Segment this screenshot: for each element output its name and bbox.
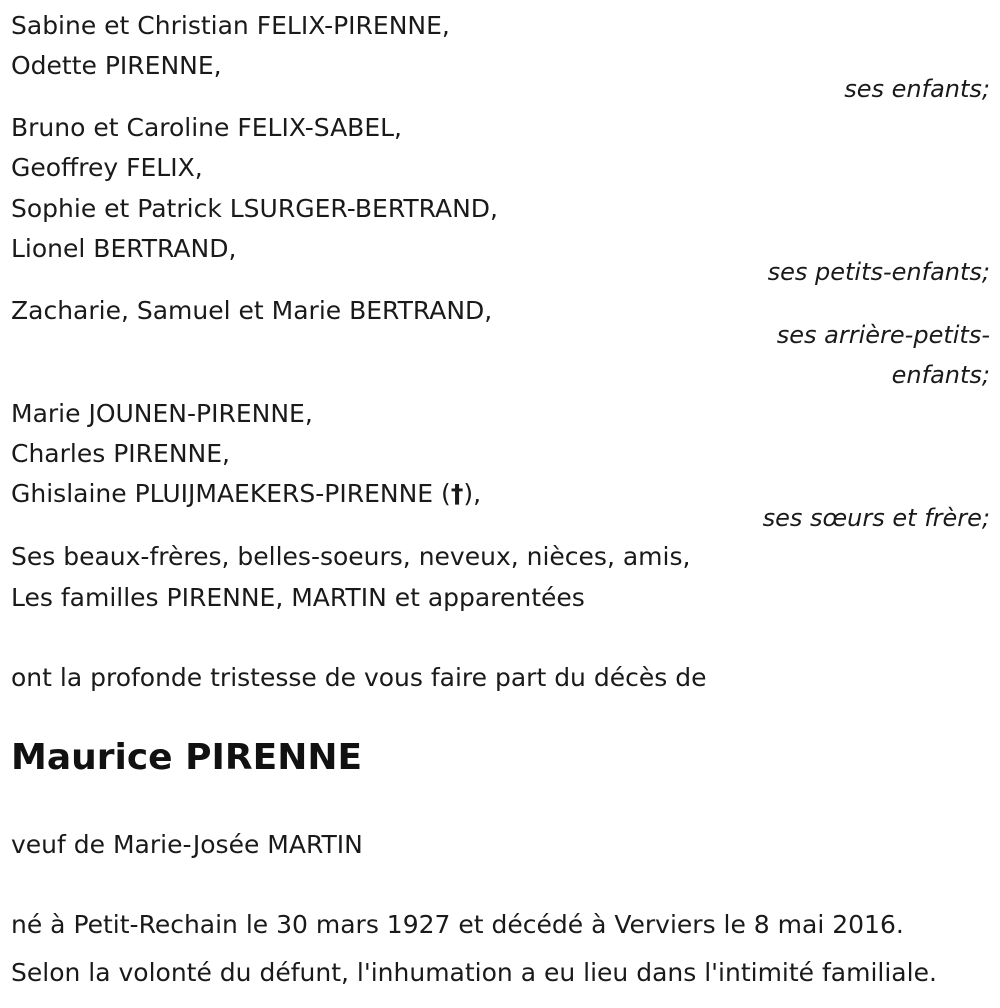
sibling-name-suffix: ), <box>463 479 482 508</box>
others-line: Les familles PIRENNE, MARTIN et apparentées <box>11 583 585 612</box>
sibling-name-text: Ghislaine PLUIJMAEKERS-PIRENNE ( <box>11 479 451 508</box>
grandchild-name: Bruno et Caroline FELIX-SABEL, <box>11 113 402 142</box>
others-line: Ses beaux-frères, belles-soeurs, neveux, nièces, amis, <box>11 542 691 571</box>
announcement-text: ont la profonde tristesse de vous faire part du décès de <box>11 663 707 692</box>
child-name: Odette PIRENNE, <box>11 51 222 80</box>
birth-death-dates: né à Petit-Rechain le 30 mars 1927 et décédé à Verviers le 8 mai 2016. <box>11 910 904 939</box>
role-great-grandchildren-line1: ses arrière-petits- <box>776 321 990 349</box>
sibling-name: Marie JOUNEN-PIRENNE, <box>11 399 313 428</box>
cross-icon: † <box>450 479 464 508</box>
deceased-name: Maurice PIRENNE <box>11 737 363 778</box>
widower-of: veuf de Marie-Josée MARTIN <box>11 830 363 859</box>
great-grandchild-name: Zacharie, Samuel et Marie BERTRAND, <box>11 296 493 325</box>
role-great-grandchildren-line2: enfants; <box>891 361 990 389</box>
grandchild-name: Lionel BERTRAND, <box>11 234 237 263</box>
sibling-name-deceased <box>11 478 481 510</box>
role-children: ses enfants; <box>844 75 990 103</box>
grandchild-name: Sophie et Patrick LSURGER-BERTRAND, <box>11 194 498 223</box>
burial-note: Selon la volonté du défunt, l'inhumation a eu lieu dans l'intimité familiale. <box>11 958 937 987</box>
role-grandchildren: ses petits-enfants; <box>767 258 990 286</box>
role-siblings: ses sœurs et frère; <box>762 504 990 532</box>
child-name: Sabine et Christian FELIX-PIRENNE, <box>11 11 450 40</box>
sibling-name: Charles PIRENNE, <box>11 439 230 468</box>
grandchild-name: Geoffrey FELIX, <box>11 153 203 182</box>
